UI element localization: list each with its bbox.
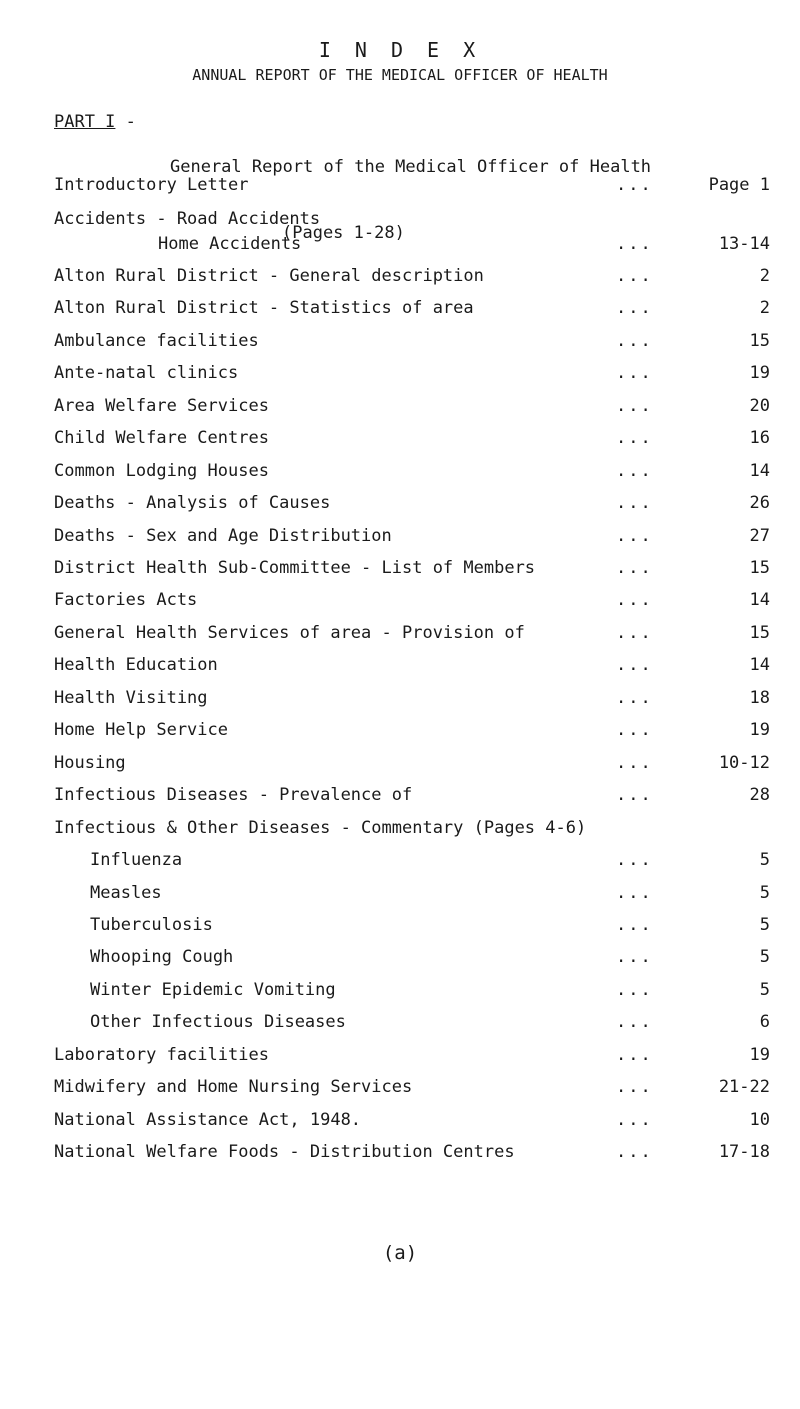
index-entry xyxy=(0,1012,800,1042)
leader-dots: ... xyxy=(616,1045,653,1065)
entry-label: District Health Sub-Committee - List of Members xyxy=(54,558,536,578)
index-entry xyxy=(0,915,800,945)
entry-label: Ambulance facilities xyxy=(54,331,259,351)
index-entry xyxy=(0,655,800,685)
entry-label: Health Education xyxy=(54,655,218,675)
leader-dots: ... xyxy=(616,363,653,383)
leader-dots: ... xyxy=(616,720,653,740)
index-entry xyxy=(0,1142,800,1172)
entry-label: Midwifery and Home Nursing Services xyxy=(54,1077,413,1097)
leader-dots: ... xyxy=(616,850,653,870)
index-entry xyxy=(0,461,800,491)
leader-dots: ... xyxy=(616,331,653,351)
index-entry xyxy=(0,175,800,205)
entry-label: National Assistance Act, 1948. xyxy=(54,1110,362,1130)
entry-label: Other Infectious Diseases xyxy=(90,1012,346,1032)
index-title: I N D E X xyxy=(318,38,482,62)
leader-dots: ... xyxy=(616,234,653,254)
leader-dots: ... xyxy=(616,526,653,546)
leader-dots: ... xyxy=(616,753,653,773)
part-description-line1: General Report of the Medical Officer of Health xyxy=(170,157,652,177)
index-entry xyxy=(0,623,800,653)
index-entry xyxy=(0,396,800,426)
leader-dots: ... xyxy=(616,396,653,416)
leader-dots: ... xyxy=(616,655,653,675)
entry-label: Common Lodging Houses xyxy=(54,461,269,481)
leader-dots: ... xyxy=(616,947,653,967)
entry-label: Laboratory facilities xyxy=(54,1045,269,1065)
index-entry xyxy=(0,493,800,523)
index-entry xyxy=(0,980,800,1010)
entry-label: Infectious Diseases - Prevalence of xyxy=(54,785,413,805)
leader-dots: ... xyxy=(616,558,653,578)
index-entry xyxy=(0,688,800,718)
leader-dots: ... xyxy=(616,785,653,805)
entry-label: Infectious & Other Diseases - Commentary (Pages 4-6) xyxy=(54,818,587,838)
entry-label: Measles xyxy=(90,883,162,903)
entry-label: General Health Services of area - Provision of xyxy=(54,623,525,643)
index-entry xyxy=(0,818,800,848)
entry-label: Influenza xyxy=(90,850,183,870)
entry-page-number: 10-12 xyxy=(718,753,770,773)
index-entry xyxy=(0,947,800,977)
part-dash: - xyxy=(115,112,136,132)
entry-label: Housing xyxy=(54,753,126,773)
entry-label: Deaths - Analysis of Causes xyxy=(54,493,331,513)
index-entry xyxy=(0,266,800,296)
index-entry xyxy=(0,1045,800,1075)
leader-dots: ... xyxy=(616,1110,653,1130)
entry-page-number: 14 xyxy=(749,590,770,610)
entry-page-number: 5 xyxy=(759,883,770,903)
entry-label: Alton Rural District - Statistics of area xyxy=(54,298,474,318)
entry-page-number: 13-14 xyxy=(718,234,770,254)
leader-dots: ... xyxy=(616,493,653,513)
leader-dots: ... xyxy=(616,428,653,448)
leader-dots: ... xyxy=(616,461,653,481)
entry-page-number: 19 xyxy=(749,720,770,740)
leader-dots: ... xyxy=(616,1142,653,1162)
index-entry xyxy=(0,785,800,815)
entry-page-number: 27 xyxy=(749,526,770,546)
entry-page-number: 5 xyxy=(759,915,770,935)
entry-page-number: 20 xyxy=(749,396,770,416)
entry-label: Winter Epidemic Vomiting xyxy=(90,980,336,1000)
entry-label: Whooping Cough xyxy=(90,947,234,967)
leader-dots: ... xyxy=(616,623,653,643)
entry-page-number: 19 xyxy=(749,1045,770,1065)
entry-label: Home Accidents xyxy=(158,234,302,254)
index-entry xyxy=(0,753,800,783)
entry-label: Home Help Service xyxy=(54,720,228,740)
leader-dots: ... xyxy=(616,1012,653,1032)
entry-page-number: 15 xyxy=(749,558,770,578)
leader-dots: ... xyxy=(616,915,653,935)
entry-page-number: 5 xyxy=(759,850,770,870)
entry-page-number: 16 xyxy=(749,428,770,448)
entry-page-number: 26 xyxy=(749,493,770,513)
index-entry xyxy=(0,234,800,264)
entry-label: National Welfare Foods - Distribution Centres xyxy=(54,1142,515,1162)
entry-label: Factories Acts xyxy=(54,590,198,610)
entry-page-number: Page 1 xyxy=(708,175,770,195)
leader-dots: ... xyxy=(616,266,653,286)
index-entry xyxy=(0,1110,800,1140)
entry-page-number: 14 xyxy=(749,461,770,481)
entry-label: Area Welfare Services xyxy=(54,396,269,416)
index-entry xyxy=(0,526,800,556)
entry-page-number: 10 xyxy=(749,1110,770,1130)
entry-page-number: 18 xyxy=(749,688,770,708)
entry-page-number: 2 xyxy=(759,298,770,318)
index-entry xyxy=(0,331,800,361)
entry-page-number: 17-18 xyxy=(718,1142,770,1162)
leader-dots: ... xyxy=(616,590,653,610)
entry-page-number: 28 xyxy=(749,785,770,805)
leader-dots: ... xyxy=(616,1077,653,1097)
index-entry xyxy=(0,558,800,588)
entry-page-number: 19 xyxy=(749,363,770,383)
part-heading xyxy=(54,112,136,132)
entry-page-number: 15 xyxy=(749,623,770,643)
leader-dots: ... xyxy=(616,980,653,1000)
part-label: PART I xyxy=(54,112,116,132)
entry-page-number: 6 xyxy=(759,1012,770,1032)
index-entry xyxy=(0,1077,800,1107)
entry-label: Introductory Letter xyxy=(54,175,249,195)
index-entry xyxy=(0,363,800,393)
entry-page-number: 5 xyxy=(759,980,770,1000)
entry-label: Ante-natal clinics xyxy=(54,363,239,383)
entry-page-number: 15 xyxy=(749,331,770,351)
entry-label: Alton Rural District - General description xyxy=(54,266,484,286)
page-marker: (a) xyxy=(382,1242,418,1264)
entry-label: Accidents - Road Accidents xyxy=(54,209,321,229)
index-entry xyxy=(0,428,800,458)
leader-dots: ... xyxy=(616,298,653,318)
index-entry xyxy=(0,883,800,913)
entry-page-number: 2 xyxy=(759,266,770,286)
leader-dots: ... xyxy=(616,688,653,708)
entry-label: Child Welfare Centres xyxy=(54,428,269,448)
entry-label: Tuberculosis xyxy=(90,915,213,935)
entry-label: Deaths - Sex and Age Distribution xyxy=(54,526,392,546)
entry-label: Health Visiting xyxy=(54,688,208,708)
part-description-line2: (Pages 1-28) xyxy=(282,223,405,243)
index-entry xyxy=(0,590,800,620)
report-subtitle: ANNUAL REPORT OF THE MEDICAL OFFICER OF HEALTH xyxy=(192,66,608,84)
index-entry xyxy=(0,720,800,750)
entry-page-number: 5 xyxy=(759,947,770,967)
leader-dots: ... xyxy=(616,175,653,195)
index-entry xyxy=(0,850,800,880)
entry-page-number: 21-22 xyxy=(718,1077,770,1097)
index-entry xyxy=(0,298,800,328)
leader-dots: ... xyxy=(616,883,653,903)
entry-page-number: 14 xyxy=(749,655,770,675)
